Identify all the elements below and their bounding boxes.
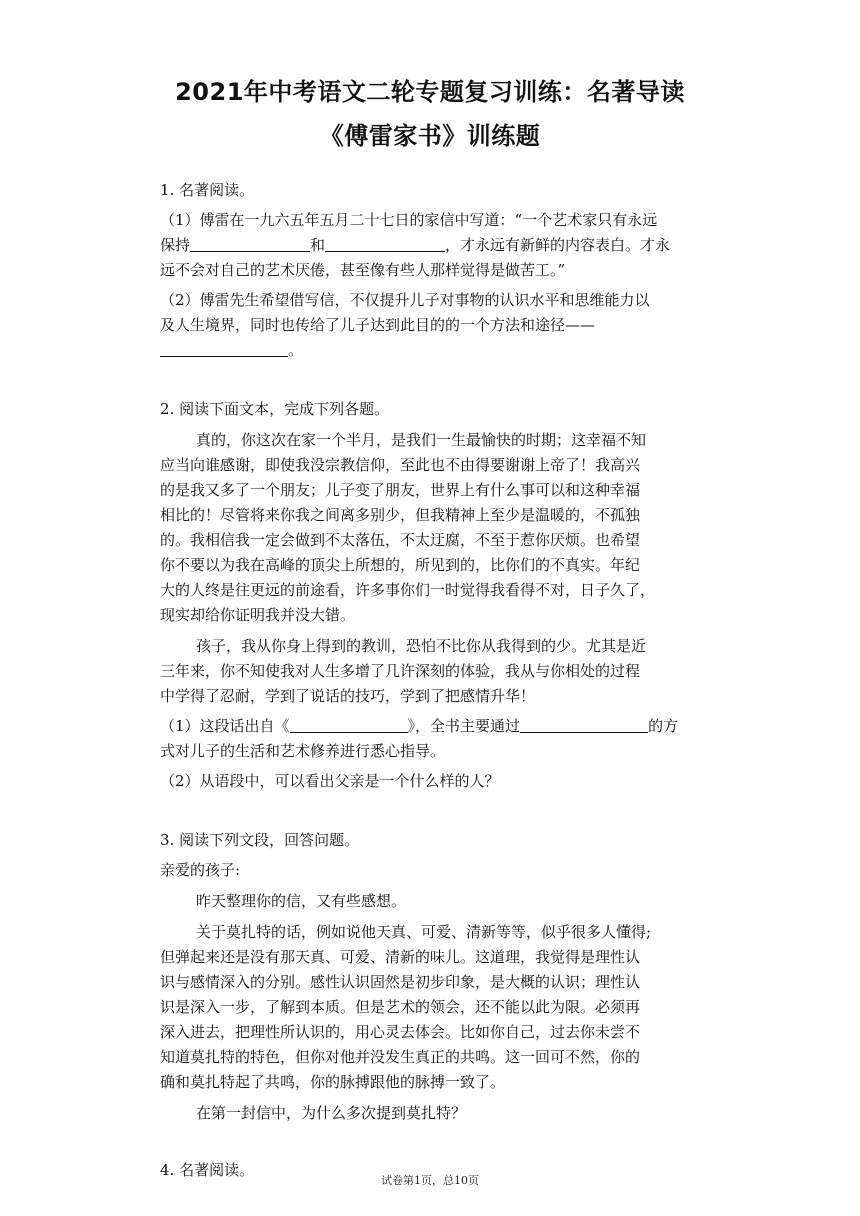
q2-passage-line: 现实却给你证明我并没大错。 — [160, 606, 356, 624]
q1-part2-line3 — [160, 340, 740, 360]
q2-sub1-line1 — [160, 716, 740, 736]
q1-blank-1[interactable] — [190, 237, 310, 252]
q2-sub2: （2）从语段中，可以看出父亲是一个什么样的人？ — [160, 772, 500, 790]
q1-part2-line1: （2）傅雷先生希望借写信，不仅提升儿子对事物的认识水平和思维能力以 — [160, 291, 650, 309]
q2-passage-line: 的是我又多了一个朋友；儿子变了朋友，世界上有什么事可以和这种幸福 — [160, 481, 641, 499]
q1-part1-line1: （1）傅雷在一九六五年五月二十七日的家信中写道：“一个艺术家只有永远 — [160, 211, 658, 229]
q2-passage-line: 中学得了忍耐，学到了说话的技巧，学到了把感情升华！ — [160, 687, 536, 705]
q1-part2-end: 。 — [288, 341, 304, 359]
q1-blank-2[interactable] — [325, 237, 445, 252]
q3-passage-line: 关于莫扎特的话，例如说他天真、可爱、清新等等，似乎很多人懂得; — [196, 923, 652, 941]
q3-greeting: 亲爱的孩子: — [160, 861, 241, 879]
q2-passage-line: 你不要以为我在高峰的顶尖上所想的，所见到的，比你们的不真实。年纪 — [160, 556, 641, 574]
q2-passage-line: 三年来，你不知使我对人生多增了几许深刻的体验，我从与你相处的过程 — [160, 662, 641, 680]
q2-blank-1[interactable] — [290, 718, 408, 733]
q2-passage-line: 的。我相信我一定会做到不太落伍，不太迂腐，不至于惹你厌烦。也希望 — [160, 531, 641, 549]
q2-passage-line: 真的，你这次在家一个半月，是我们一生最愉快的时期；这幸福不知 — [196, 431, 647, 449]
q2-passage-line: 孩子，我从你身上得到的教训，恐怕不比你从我得到的少。尤其是近 — [196, 637, 647, 655]
q1-heading: 1. 名著阅读。 — [160, 181, 255, 199]
q2-sub1-text-c: 的方 — [648, 717, 679, 735]
q3-passage-line: 但弹起来还是没有那天真、可爱、清新的味儿。这道理，我觉得是理性认 — [160, 948, 641, 966]
q2-passage-line: 应当向谁感谢，即使我没宗教信仰，至此也不由得要谢谢上帝了！我高兴 — [160, 456, 641, 474]
q3-question: 在第一封信中，为什么多次提到莫扎特？ — [196, 1104, 467, 1122]
q2-sub1-line2: 式对儿子的生活和艺术修养进行悉心指导。 — [160, 742, 446, 760]
q2-sub1-text-b: 》，全书主要通过 — [407, 717, 521, 735]
q2-heading: 2. 阅读下面文本，完成下列各题。 — [160, 400, 390, 418]
q3-heading: 3. 阅读下列文段，回答问题。 — [160, 831, 360, 849]
q2-passage-line: 相比的！尽管将来你我之间离多别少，但我精神上至少是温暖的，不孤独 — [160, 506, 641, 524]
q3-passage-line: 昨天整理你的信，又有些感想。 — [196, 892, 407, 910]
page-title-line2: 《傅雷家书》训练题 — [319, 122, 541, 150]
q1-part1-text-b: 和 — [310, 236, 326, 254]
page-title-line1: 2021年中考语文二轮专题复习训练：名著导读 — [175, 78, 685, 106]
q1-part1-line3: 远不会对自己的艺术厌倦，甚至像有些人那样觉得是做苦工。” — [160, 261, 566, 279]
q1-part1-text-c: ，才永远有新鲜的内容表白。才永 — [445, 236, 671, 254]
q3-passage-line: 深入进去，把理性所认识的，用心灵去体会。比如你自己，过去你未尝不 — [160, 1023, 641, 1041]
q1-part2-line2: 及人生境界，同时也传给了儿子达到此目的的一个方法和途径—— — [160, 316, 596, 334]
q2-passage-line: 大的人终是往更远的前途看，许多事你们一时觉得我看得不对，日子久了， — [160, 581, 656, 599]
q3-passage-line: 识与感情深入的分别。感性认识固然是初步印象，是大概的认识；理性认 — [160, 973, 641, 991]
q3-passage-line: 知道莫扎特的特色，但你对他并没发生真正的共鸣。这一回可不然，你的 — [160, 1048, 641, 1066]
q4-heading: 4. 名著阅读。 — [160, 1161, 255, 1179]
q3-passage-line: 识是深入一步，了解到本质。但是艺术的领会，还不能以此为限。必须再 — [160, 998, 641, 1016]
q2-sub1-text-a: （1）这段话出自《 — [160, 717, 290, 735]
q2-blank-2[interactable] — [520, 718, 648, 733]
q1-part1-line2 — [160, 235, 740, 255]
page-footer: 试卷第1页，总10页 — [381, 1174, 479, 1187]
q3-passage-line: 确和莫扎特起了共鸣，你的脉搏跟他的脉搏一致了。 — [160, 1073, 506, 1091]
q1-part1-text-a: 保持 — [160, 236, 191, 254]
q1-blank-3[interactable] — [160, 342, 288, 357]
